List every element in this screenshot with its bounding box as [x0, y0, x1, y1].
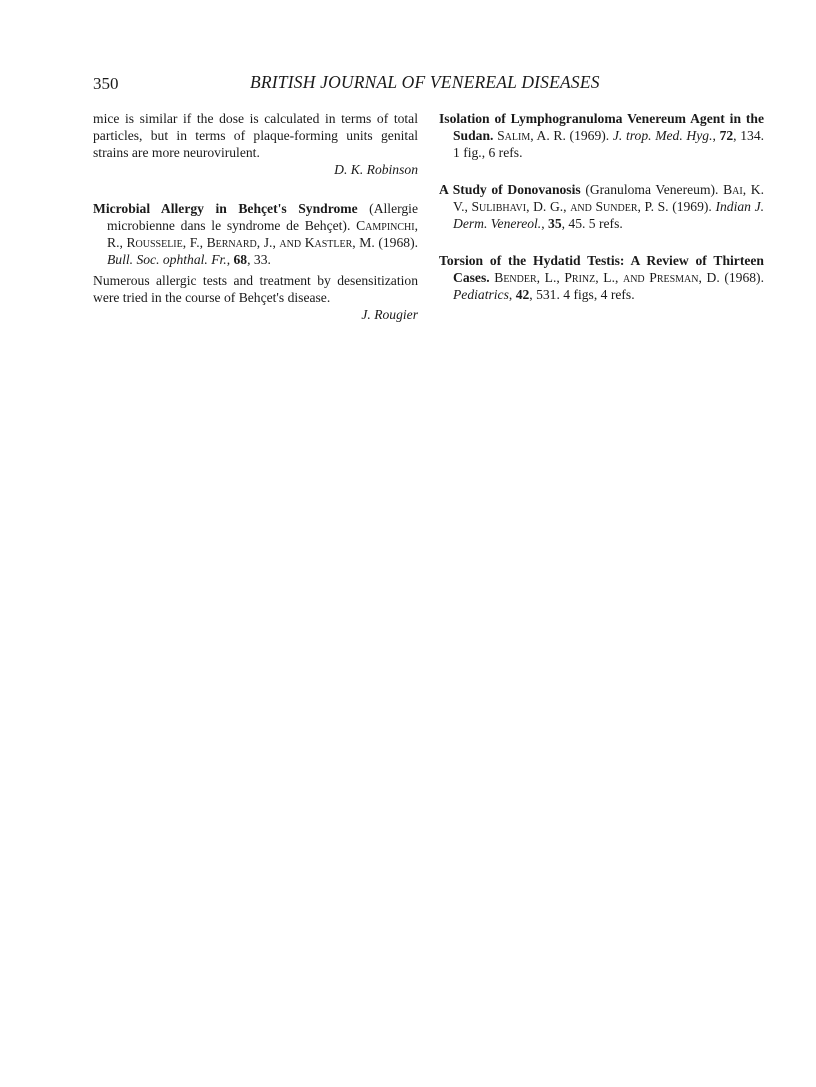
abstract-entry	[439, 181, 764, 232]
entry-title: Torsion of the Hydatid Testis: A Review of Thirteen Cases.	[439, 253, 764, 285]
entry-abstract-text: Numerous allergic tests and treatment by desensitization were tried in the course of Behçet's disease.	[93, 273, 418, 305]
entry-tail: , 134. 1 fig., 6 refs.	[453, 128, 765, 160]
entry-volume: 68	[233, 252, 248, 267]
entry-journal: Bull. Soc. ophthal. Fr.	[107, 252, 227, 267]
entry-title: Isolation of Lymphogranuloma Venereum Agent in the Sudan.	[439, 111, 764, 143]
left-column	[93, 110, 418, 323]
entry-year: (1969).	[668, 199, 716, 214]
entry-authors: Bender, L., Prinz, L., and Presman, D.	[489, 270, 720, 285]
entry-year: (1968).	[719, 270, 764, 285]
continued-abstract-text: mice is similar if the dose is calculated in terms of total particles, but in terms of plaque-forming units genital strains are more neurovirulent.	[93, 111, 418, 160]
entry-tail: , 531. 4 figs, 4 refs.	[529, 287, 635, 302]
entry-title: A Study of Donovanosis	[439, 182, 581, 197]
entry-sep: ,	[226, 252, 234, 267]
entry-volume: 72	[719, 128, 734, 143]
entry-subtitle: (Granuloma Venereum).	[580, 182, 719, 197]
page-number: 350	[93, 74, 119, 93]
abstract-entry	[439, 110, 764, 161]
continued-abstract-signature: D. K. Robinson	[334, 162, 418, 177]
entry-journal: J. trop. Med. Hyg.	[612, 128, 713, 143]
entry-signature: J. Rougier	[361, 307, 418, 322]
entry-sep: ,	[712, 128, 720, 143]
entry-volume: 42	[515, 287, 530, 302]
entry-authors: Salim, A. R.	[493, 128, 566, 143]
abstract-entry-behcet	[93, 200, 418, 268]
entry-authors: Bai, K. V., Sulibhavi, D. G., and Sunder, P. S.	[453, 182, 765, 214]
right-column	[439, 110, 764, 303]
entry-year: (1969).	[565, 128, 613, 143]
entry-tail: , 45. 5 refs.	[561, 216, 623, 231]
entry-title: Microbial Allergy in Behçet's Syndrome	[93, 201, 358, 216]
abstract-entry	[439, 252, 764, 303]
entry-subtitle: (Allergie microbienne dans le syndrome de Behçet).	[107, 201, 418, 233]
journal-running-head: BRITISH JOURNAL OF VENEREAL DISEASES	[250, 72, 600, 92]
entry-sep: ,	[508, 287, 516, 302]
entry-volume: 35	[548, 216, 562, 231]
entry-authors: Campinchi, R., Rousselie, F., Bernard, J., and Kastler, M.	[107, 218, 418, 250]
entry-journal: Pediatrics	[453, 287, 509, 302]
entry-pages: , 33.	[247, 252, 271, 267]
entry-year: (1968).	[374, 235, 418, 250]
entry-journal: Indian J. Derm. Venereol.	[453, 199, 765, 231]
entry-sep: ,	[541, 216, 549, 231]
